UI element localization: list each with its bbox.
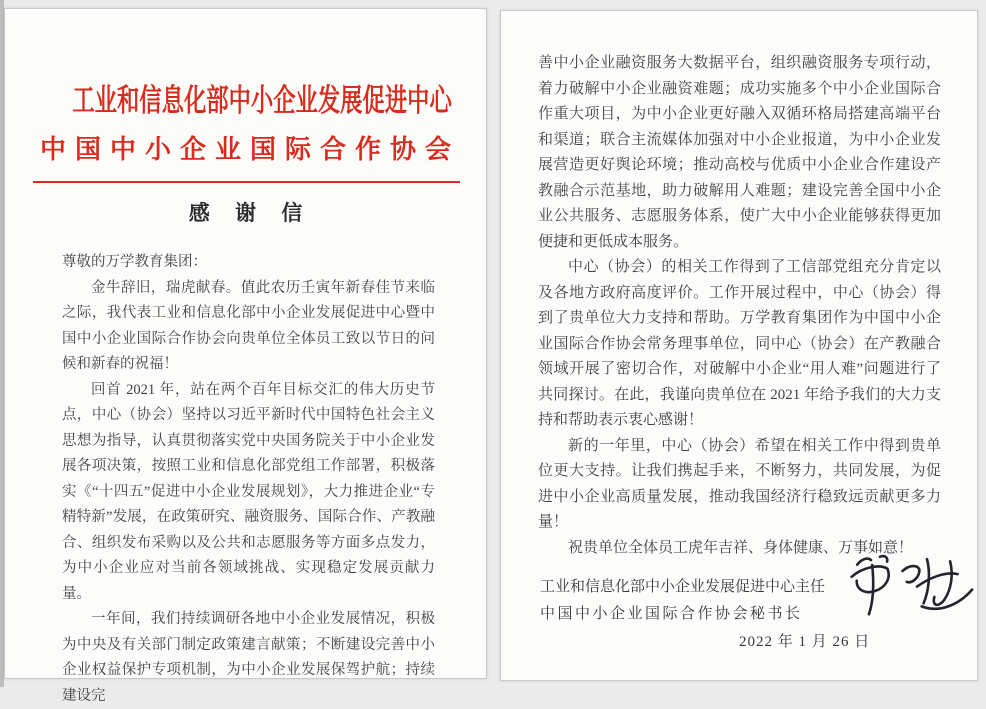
body-paragraph: 一年间，我们持续调研各地中小企业发展情况，积极为中央及有关部门制定政策建言献策；不断建设完善中小企业权益保护专项机制，为中小企业发展保驾护航；持续建设完 (62, 611, 435, 704)
signoff-org-title-2: 中国中小企业国际合作协会秘书长 (540, 606, 803, 622)
letter-page-2 (500, 10, 978, 681)
body-paragraph: 中心（协会）的相关工作得到了工信部党组充分肯定以及各地方政府高度评价。工作开展过程中，中心（协会）得到了贵单位大力支持和帮助。万学教育集团作为中国中小企业国际合作协会常务理事单位，同中心（协会）在产教融合领域开展了密切合作，对破解中小企业“用人难”问题进行了共同探讨。在此，我谨向贵单位在 2021 年给予我们的大力支持和帮助表示衷心感谢！ (538, 259, 941, 428)
page2-body (501, 11, 977, 561)
salutation: 尊敬的万学教育集团： (62, 254, 207, 270)
letterhead-org-line-2: 中国中小企业国际合作协会 (39, 135, 460, 164)
page1-body (62, 250, 435, 709)
body-paragraph-continuation: 善中小企业融资服务大数据平台，组织融资服务专项行动，着力破解中小企业融资难题；成功实施多个中小企业国际合作重大项目，为中小企业更好融入双循环格局搭建高端平台和渠道；联合主流媒体加强对中小企业报道，为中小企业发展营造更好舆论环境；推动高校与优质中小企业合作建设产教融合示范基地，助力破解用人难题；建设完善全国中小企业公共服务、志愿服务体系，使广大中小企业能够获得更加便捷和更低成本服务。 (538, 55, 941, 250)
handwritten-signature (830, 544, 979, 629)
body-paragraph: 回首 2021 年，站在两个百年目标交汇的伟大历史节点，中心（协会）坚持以习近平新时代中国特色社会主义思想为指导，认真贯彻落实党中央国务院关于中小企业发展各项决策，按照工业和信息化部党组工作部署，积极落实《“十四五”促进中小企业发展规划》，大力推进企业“专精特新”发展，在政策研究、融资服务、国际合作、产教融合、组织发布采购以及公共和志愿服务等方面多点发力，为中小企业应对当前各领域挑战、实现稳定发展贡献力量。 (62, 381, 435, 602)
letter-title: 感 谢 信 (188, 201, 313, 225)
closing-wish: 祝贵单位全体员工虎年吉祥、身体健康、万事如意！ (568, 539, 914, 556)
signoff-org-title-1: 工业和信息化部中小企业发展促进中心主任 (540, 579, 826, 595)
letterhead-org-line-1: 工业和信息化部中小企业发展促进中心 (72, 83, 452, 118)
body-paragraph: 新的一年里，中心（协会）希望在相关工作中得到贵单位更大支持。让我们携起手来，不断努力，共同发展，为促进中小企业高质量发展，推动我国经济行稳致远贡献更多力量！ (538, 437, 941, 530)
letterhead-divider-rule (33, 181, 460, 183)
letter-date: 2022 年 1 月 26 日 (739, 634, 871, 650)
letter-page-1 (4, 8, 487, 704)
body-paragraph: 金牛辞旧，瑞虎献春。值此农历壬寅年新春佳节来临之际，我代表工业和信息化部中小企业发展促进中心暨中国中小企业国际合作协会向贵单位全体员工致以节日的问候和新春的祝福！ (62, 279, 435, 373)
